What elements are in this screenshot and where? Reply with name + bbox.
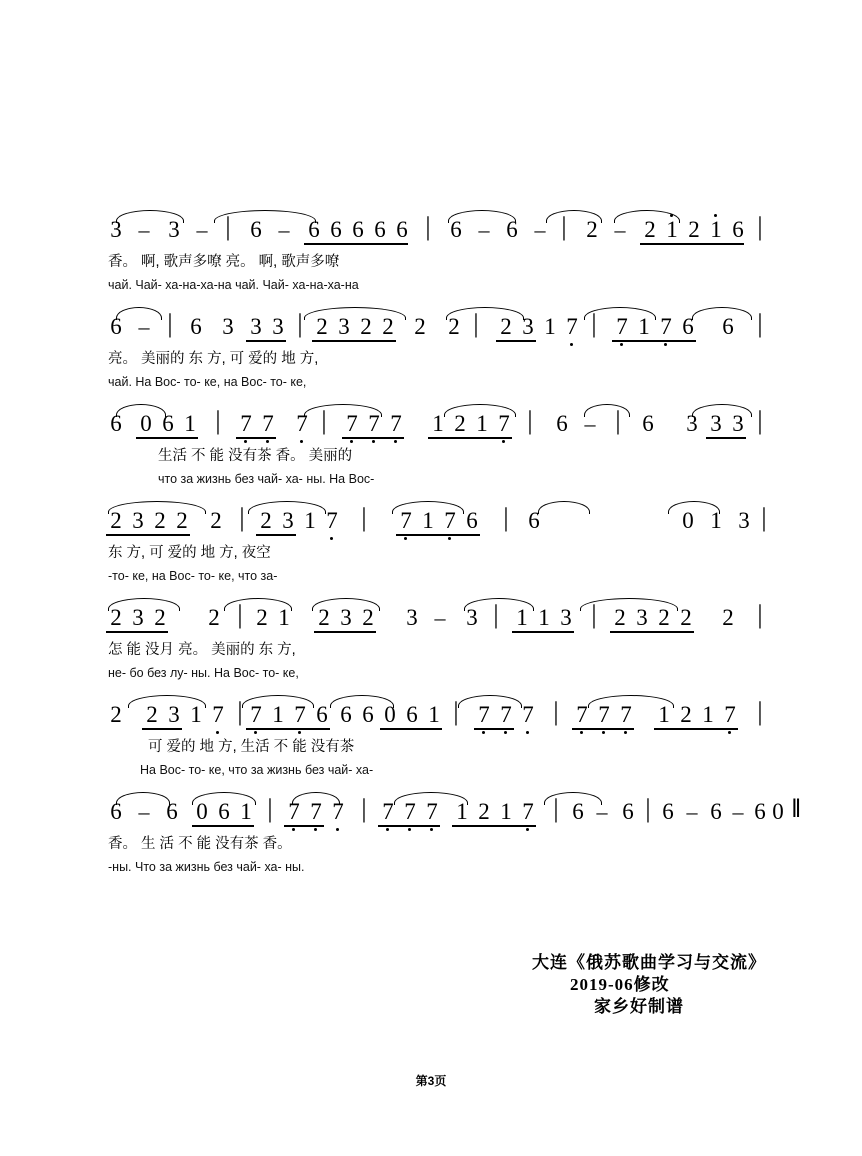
note: 7	[616, 314, 628, 339]
note-dash: –	[686, 799, 698, 824]
note: 3	[168, 702, 180, 727]
octave-dot-down	[580, 731, 583, 734]
note: 1	[428, 702, 440, 727]
note: 3	[738, 508, 750, 533]
beam	[236, 437, 276, 439]
octave-dot-down	[728, 731, 731, 734]
notes-row-4	[108, 501, 768, 541]
octave-dot-down	[216, 731, 219, 734]
octave-dot-down	[330, 537, 333, 540]
octave-dot-down	[404, 537, 407, 540]
note: 2	[110, 605, 122, 630]
note: 3	[522, 314, 534, 339]
octave-dot-up	[714, 214, 717, 217]
staff-line-3	[108, 404, 768, 501]
note: 2	[688, 217, 700, 242]
octave-dot-down	[300, 440, 303, 443]
note: 2	[176, 508, 188, 533]
note: 6	[110, 411, 122, 436]
beam	[474, 728, 514, 730]
note: 3	[710, 411, 722, 436]
note: 7	[382, 799, 394, 824]
note: 3	[732, 411, 744, 436]
note: 0	[384, 702, 396, 727]
note: 3	[132, 605, 144, 630]
beam	[452, 825, 536, 827]
note: 6	[732, 217, 744, 242]
beam	[106, 631, 168, 633]
note: 1	[638, 314, 650, 339]
beam	[496, 340, 536, 342]
note: 6	[330, 217, 342, 242]
note: 6	[166, 799, 178, 824]
lyric-ru: -ны. Что за жизнь без чай- ха- ны.	[108, 860, 305, 874]
note: 0	[140, 411, 152, 436]
note: 2	[448, 314, 460, 339]
note: 7	[294, 702, 306, 727]
octave-dot-down	[570, 343, 573, 346]
beam	[192, 825, 254, 827]
credit-line-1: 大连《俄苏歌曲学习与交流》	[532, 953, 766, 972]
note: 7	[346, 411, 358, 436]
beam	[312, 340, 396, 342]
barline: |	[757, 309, 763, 338]
staff-line-1	[108, 210, 768, 307]
notes-row-6	[108, 695, 768, 735]
note: 3	[222, 314, 234, 339]
note: 2	[478, 799, 490, 824]
note: 2	[256, 605, 268, 630]
beam	[246, 340, 286, 342]
note: 6	[754, 799, 766, 824]
octave-dot-down	[254, 731, 257, 734]
note: 2	[500, 314, 512, 339]
lyric-cn: 香。 生 活 不 能 没有茶 香。	[108, 836, 292, 852]
barline: |	[757, 600, 763, 629]
note: 1	[710, 508, 722, 533]
lyric-cn: 东 方, 可 爱的 地 方, 夜空	[108, 545, 271, 561]
notes-row-3	[108, 404, 768, 444]
octave-dot-down	[244, 440, 247, 443]
note: 6	[722, 314, 734, 339]
note: 3	[250, 314, 262, 339]
notes-row-7	[108, 792, 801, 832]
note: 7	[500, 702, 512, 727]
note: 1	[710, 217, 722, 242]
page-number: 第3页	[415, 1074, 447, 1088]
note: 3	[686, 411, 698, 436]
note: 6	[466, 508, 478, 533]
note: 6	[710, 799, 722, 824]
note: 6	[374, 217, 386, 242]
beam	[428, 437, 512, 439]
note: 2	[586, 217, 598, 242]
note: 2	[110, 702, 122, 727]
octave-dot-up	[670, 214, 673, 217]
note: 3	[110, 217, 122, 242]
note: 6	[642, 411, 654, 436]
barline: |	[757, 697, 763, 726]
note: 7	[326, 508, 338, 533]
staff-line-7	[108, 792, 801, 889]
note: 6	[506, 217, 518, 242]
note: 2	[644, 217, 656, 242]
note: 2	[316, 314, 328, 339]
note: 1	[500, 799, 512, 824]
barline: |	[267, 794, 273, 823]
note-dash: –	[138, 799, 150, 824]
note-dash: –	[434, 605, 446, 630]
beam	[610, 631, 694, 633]
beam	[106, 534, 190, 536]
note: 0	[682, 508, 694, 533]
beam	[380, 728, 442, 730]
note: 2	[658, 605, 670, 630]
barline: |	[645, 794, 651, 823]
note: 3	[636, 605, 648, 630]
note: 1	[658, 702, 670, 727]
octave-dot-down	[620, 343, 623, 346]
octave-dot-down	[314, 828, 317, 831]
note: 7	[522, 702, 534, 727]
note: 1	[538, 605, 550, 630]
beam	[612, 340, 696, 342]
note: 6	[190, 314, 202, 339]
octave-dot-down	[664, 343, 667, 346]
note: 3	[272, 314, 284, 339]
note: 6	[316, 702, 328, 727]
note: 6	[682, 314, 694, 339]
lyric-ru: На Вос- то- ке, что за жизнь без чай- ха-	[140, 763, 374, 777]
note: 0	[772, 799, 784, 824]
barline: |	[425, 212, 431, 241]
note: 7	[262, 411, 274, 436]
octave-dot-down	[292, 828, 295, 831]
note: 7	[390, 411, 402, 436]
barline: |	[237, 697, 243, 726]
note: 6	[662, 799, 674, 824]
note: 1	[516, 605, 528, 630]
note: 3	[282, 508, 294, 533]
note: 7	[368, 411, 380, 436]
note: 7	[478, 702, 490, 727]
staff-line-5	[108, 598, 768, 695]
note-dash: –	[278, 217, 290, 242]
note: 7	[620, 702, 632, 727]
beam	[136, 437, 198, 439]
note: 3	[338, 314, 350, 339]
note: 6	[556, 411, 568, 436]
note: 2	[614, 605, 626, 630]
note: 1	[432, 411, 444, 436]
barline: |	[361, 794, 367, 823]
note: 6	[406, 702, 418, 727]
lyric-cn: 生活 不 能 没有茶 香。 美丽的	[158, 448, 353, 464]
note-dash: –	[614, 217, 626, 242]
credit-line-2: 2019-06修改	[570, 975, 670, 994]
note: 7	[250, 702, 262, 727]
note: 6	[362, 702, 374, 727]
octave-dot-down	[394, 440, 397, 443]
note: 6	[250, 217, 262, 242]
note: 1	[304, 508, 316, 533]
lyric-cn: 怎 能 没月 亮。 美丽的 东 方,	[108, 642, 296, 658]
note: 2	[454, 411, 466, 436]
note: 2	[210, 508, 222, 533]
note: 7	[296, 411, 308, 436]
barline: |	[503, 503, 509, 532]
note: 1	[702, 702, 714, 727]
barline: |	[553, 697, 559, 726]
barline: |	[561, 212, 567, 241]
octave-dot-down	[624, 731, 627, 734]
beam	[314, 631, 376, 633]
beam	[396, 534, 480, 536]
octave-dot-down	[526, 731, 529, 734]
note: 7	[724, 702, 736, 727]
note: 1	[666, 217, 678, 242]
note: 1	[184, 411, 196, 436]
beam	[246, 728, 330, 730]
note: 2	[414, 314, 426, 339]
staff-line-2	[108, 307, 768, 404]
note: 7	[576, 702, 588, 727]
note: 1	[190, 702, 202, 727]
note: 7	[566, 314, 578, 339]
lyric-ru: не- бо без лу- ны. На Вос- то- ке,	[108, 666, 299, 680]
note: 7	[426, 799, 438, 824]
note-dash: –	[138, 314, 150, 339]
barline: |	[761, 503, 767, 532]
note: 2	[382, 314, 394, 339]
note: 6	[218, 799, 230, 824]
octave-dot-down	[482, 731, 485, 734]
lyric-ru: чай. На Вос- то- ке, на Вос- то- ке,	[108, 375, 307, 389]
lyric-cn: 香。 啊, 歌声多嘹 亮。 啊, 歌声多嘹	[108, 254, 340, 270]
beam	[572, 728, 634, 730]
barline: |	[167, 309, 173, 338]
note-dash: –	[584, 411, 596, 436]
note: 7	[240, 411, 252, 436]
note: 6	[110, 314, 122, 339]
note: 7	[288, 799, 300, 824]
note-dash: –	[138, 217, 150, 242]
barline: |	[239, 503, 245, 532]
note: 7	[310, 799, 322, 824]
note: 7	[400, 508, 412, 533]
barline: |	[321, 406, 327, 435]
barline: |	[615, 406, 621, 435]
barline: |	[757, 212, 763, 241]
beam	[342, 437, 404, 439]
note: 1	[476, 411, 488, 436]
staff-line-6	[108, 695, 768, 792]
note-dash: –	[732, 799, 744, 824]
note: 2	[360, 314, 372, 339]
note-dash: –	[596, 799, 608, 824]
lyric-cn: 亮。 美丽的 东 方, 可 爱的 地 方,	[108, 351, 319, 367]
beam	[284, 825, 324, 827]
beam	[706, 437, 746, 439]
note: 1	[240, 799, 252, 824]
lyric-ru: чай. Чай- ха-на-ха-на чай. Чай- ха-на-ха-на	[108, 278, 359, 292]
note: 2	[208, 605, 220, 630]
note: 6	[352, 217, 364, 242]
notes-row-2	[108, 307, 768, 347]
note-dash: –	[534, 217, 546, 242]
beam	[654, 728, 738, 730]
slur	[538, 501, 590, 514]
octave-dot-down	[602, 731, 605, 734]
note: 0	[196, 799, 208, 824]
note: 6	[528, 508, 540, 533]
beam	[640, 243, 744, 245]
octave-dot-down	[502, 440, 505, 443]
octave-dot-down	[266, 440, 269, 443]
beam	[512, 631, 574, 633]
note: 3	[132, 508, 144, 533]
note: 1	[278, 605, 290, 630]
note: 6	[308, 217, 320, 242]
note: 7	[332, 799, 344, 824]
barline: |	[757, 406, 763, 435]
note: 3	[466, 605, 478, 630]
note-dash: –	[196, 217, 208, 242]
note: 6	[340, 702, 352, 727]
note: 2	[260, 508, 272, 533]
note: 7	[522, 799, 534, 824]
note: 2	[146, 702, 158, 727]
note: 1	[422, 508, 434, 533]
note: 7	[598, 702, 610, 727]
lyric-cn: 可 爱的 地 方, 生活 不 能 没有茶	[148, 739, 355, 755]
note: 2	[318, 605, 330, 630]
notes-row-5	[108, 598, 768, 638]
octave-dot-down	[504, 731, 507, 734]
barline: |	[591, 600, 597, 629]
octave-dot-down	[408, 828, 411, 831]
final-barline: ‖	[792, 794, 801, 823]
beam	[304, 243, 408, 245]
note: 2	[154, 508, 166, 533]
barline: |	[237, 600, 243, 629]
note: 2	[154, 605, 166, 630]
barline: |	[553, 794, 559, 823]
note: 7	[660, 314, 672, 339]
note: 6	[396, 217, 408, 242]
octave-dot-down	[430, 828, 433, 831]
note: 6	[622, 799, 634, 824]
barline: |	[473, 309, 479, 338]
beam	[256, 534, 296, 536]
note: 3	[560, 605, 572, 630]
note: 6	[450, 217, 462, 242]
octave-dot-down	[386, 828, 389, 831]
octave-dot-down	[350, 440, 353, 443]
barline: |	[215, 406, 221, 435]
note: 2	[110, 508, 122, 533]
barline: |	[361, 503, 367, 532]
note: 1	[544, 314, 556, 339]
barline: |	[297, 309, 303, 338]
note: 2	[680, 605, 692, 630]
barline: |	[527, 406, 533, 435]
credit-line-3: 家乡好制谱	[594, 997, 684, 1016]
lyric-ru: что за жизнь без чай- ха- ны. На Вос-	[158, 472, 375, 486]
note: 2	[722, 605, 734, 630]
lyric-ru: -то- ке, на Вос- то- ке, что за-	[108, 569, 278, 583]
note: 2	[362, 605, 374, 630]
octave-dot-down	[448, 537, 451, 540]
note: 3	[340, 605, 352, 630]
beam	[378, 825, 440, 827]
octave-dot-down	[336, 828, 339, 831]
beam	[142, 728, 182, 730]
note: 6	[110, 799, 122, 824]
barline: |	[591, 309, 597, 338]
octave-dot-down	[372, 440, 375, 443]
note: 3	[406, 605, 418, 630]
barline: |	[453, 697, 459, 726]
note-dash: –	[478, 217, 490, 242]
note: 3	[168, 217, 180, 242]
octave-dot-down	[298, 731, 301, 734]
note: 7	[404, 799, 416, 824]
note: 7	[212, 702, 224, 727]
barline: |	[493, 600, 499, 629]
note: 1	[272, 702, 284, 727]
note: 7	[498, 411, 510, 436]
note: 1	[456, 799, 468, 824]
score-body	[108, 210, 801, 889]
note: 7	[444, 508, 456, 533]
note: 2	[680, 702, 692, 727]
octave-dot-down	[526, 828, 529, 831]
staff-line-4	[108, 501, 768, 598]
barline: |	[225, 212, 231, 241]
note: 6	[162, 411, 174, 436]
credits-block	[532, 952, 766, 1018]
notes-row-1	[108, 210, 768, 250]
note: 6	[572, 799, 584, 824]
